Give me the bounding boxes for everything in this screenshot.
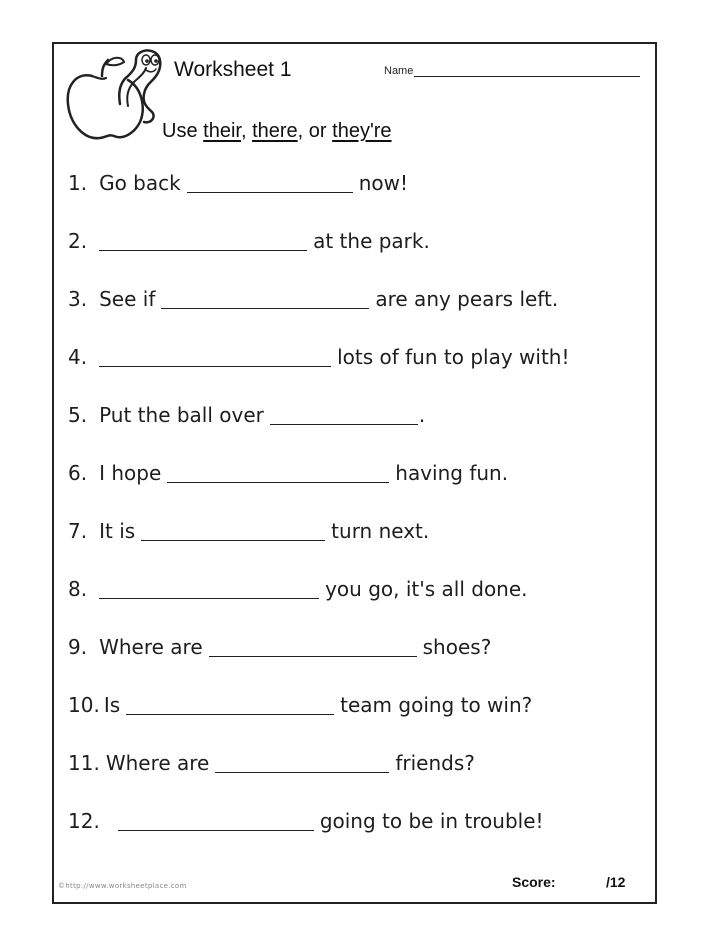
question-number: 12. bbox=[68, 809, 100, 833]
worksheet-title: Worksheet 1 bbox=[174, 58, 292, 81]
question-list bbox=[68, 154, 648, 850]
question-11 bbox=[68, 734, 648, 792]
question-text-before: Go back bbox=[99, 171, 181, 195]
instruction-prefix: Use bbox=[162, 120, 198, 142]
instruction-sep-1: , bbox=[240, 120, 247, 142]
question-text-after: having fun. bbox=[395, 461, 509, 485]
answer-blank[interactable] bbox=[187, 174, 353, 193]
question-text-before: I hope bbox=[99, 461, 162, 485]
answer-blank[interactable] bbox=[126, 696, 334, 715]
question-number: 6. bbox=[68, 461, 88, 485]
apple-worm-icon bbox=[62, 46, 170, 144]
score-label: Score: bbox=[512, 874, 556, 890]
instruction-word-theyre: they're bbox=[332, 120, 392, 142]
name-field bbox=[384, 64, 640, 77]
question-text-after: shoes? bbox=[422, 635, 492, 659]
question-number: 3. bbox=[68, 287, 88, 311]
question-number: 1. bbox=[68, 171, 88, 195]
instruction-sep-2: , or bbox=[297, 120, 327, 142]
question-text-after: at the park. bbox=[313, 229, 430, 253]
question-text-before: Where are bbox=[99, 635, 203, 659]
answer-blank[interactable] bbox=[209, 638, 417, 657]
question-text-after: are any pears left. bbox=[375, 287, 559, 311]
answer-blank[interactable] bbox=[270, 406, 418, 425]
name-label: Name bbox=[384, 65, 414, 77]
question-text-after: turn next. bbox=[331, 519, 430, 543]
question-10 bbox=[68, 676, 648, 734]
question-4 bbox=[68, 328, 648, 386]
question-7 bbox=[68, 502, 648, 560]
question-number: 7. bbox=[68, 519, 88, 543]
question-9 bbox=[68, 618, 648, 676]
question-6 bbox=[68, 444, 648, 502]
name-line bbox=[414, 64, 640, 77]
question-text-before: It is bbox=[99, 519, 136, 543]
question-text-after: team going to win? bbox=[340, 693, 533, 717]
question-3 bbox=[68, 270, 648, 328]
question-number: 4. bbox=[68, 345, 88, 369]
answer-blank[interactable] bbox=[99, 348, 331, 367]
question-8 bbox=[68, 560, 648, 618]
question-number: 10. bbox=[68, 693, 100, 717]
question-12 bbox=[68, 792, 648, 850]
answer-blank[interactable] bbox=[99, 232, 307, 251]
score-total: /12 bbox=[606, 874, 626, 890]
answer-blank[interactable] bbox=[215, 754, 389, 773]
question-text-after: now! bbox=[358, 171, 409, 195]
footer-copyright: ©http://www.worksheetplace.com bbox=[58, 882, 187, 890]
question-text-after: you go, it's all done. bbox=[325, 577, 528, 601]
question-text-before: Where are bbox=[105, 751, 210, 775]
question-text-after: lots of fun to play with! bbox=[337, 345, 570, 369]
instruction bbox=[162, 120, 392, 143]
answer-blank[interactable] bbox=[161, 290, 369, 309]
answer-blank[interactable] bbox=[141, 522, 325, 541]
worksheet-page bbox=[52, 42, 657, 904]
question-text-before: Is bbox=[103, 693, 121, 717]
question-text-after: friends? bbox=[395, 751, 475, 775]
answer-blank[interactable] bbox=[167, 464, 389, 483]
instruction-word-their: their bbox=[203, 120, 241, 142]
question-number: 11. bbox=[68, 751, 100, 775]
answer-blank[interactable] bbox=[99, 580, 319, 599]
question-1 bbox=[68, 154, 648, 212]
question-text-before: See if bbox=[99, 287, 156, 311]
question-text-before: Put the ball over bbox=[99, 403, 264, 427]
question-number: 5. bbox=[68, 403, 88, 427]
answer-blank[interactable] bbox=[118, 812, 314, 831]
question-number: 9. bbox=[68, 635, 88, 659]
question-number: 8. bbox=[68, 577, 88, 601]
question-text-after: . bbox=[418, 403, 426, 427]
question-5 bbox=[68, 386, 648, 444]
question-2 bbox=[68, 212, 648, 270]
question-number: 2. bbox=[68, 229, 88, 253]
question-text-after: going to be in trouble! bbox=[319, 809, 544, 833]
instruction-word-there: there bbox=[252, 120, 298, 142]
